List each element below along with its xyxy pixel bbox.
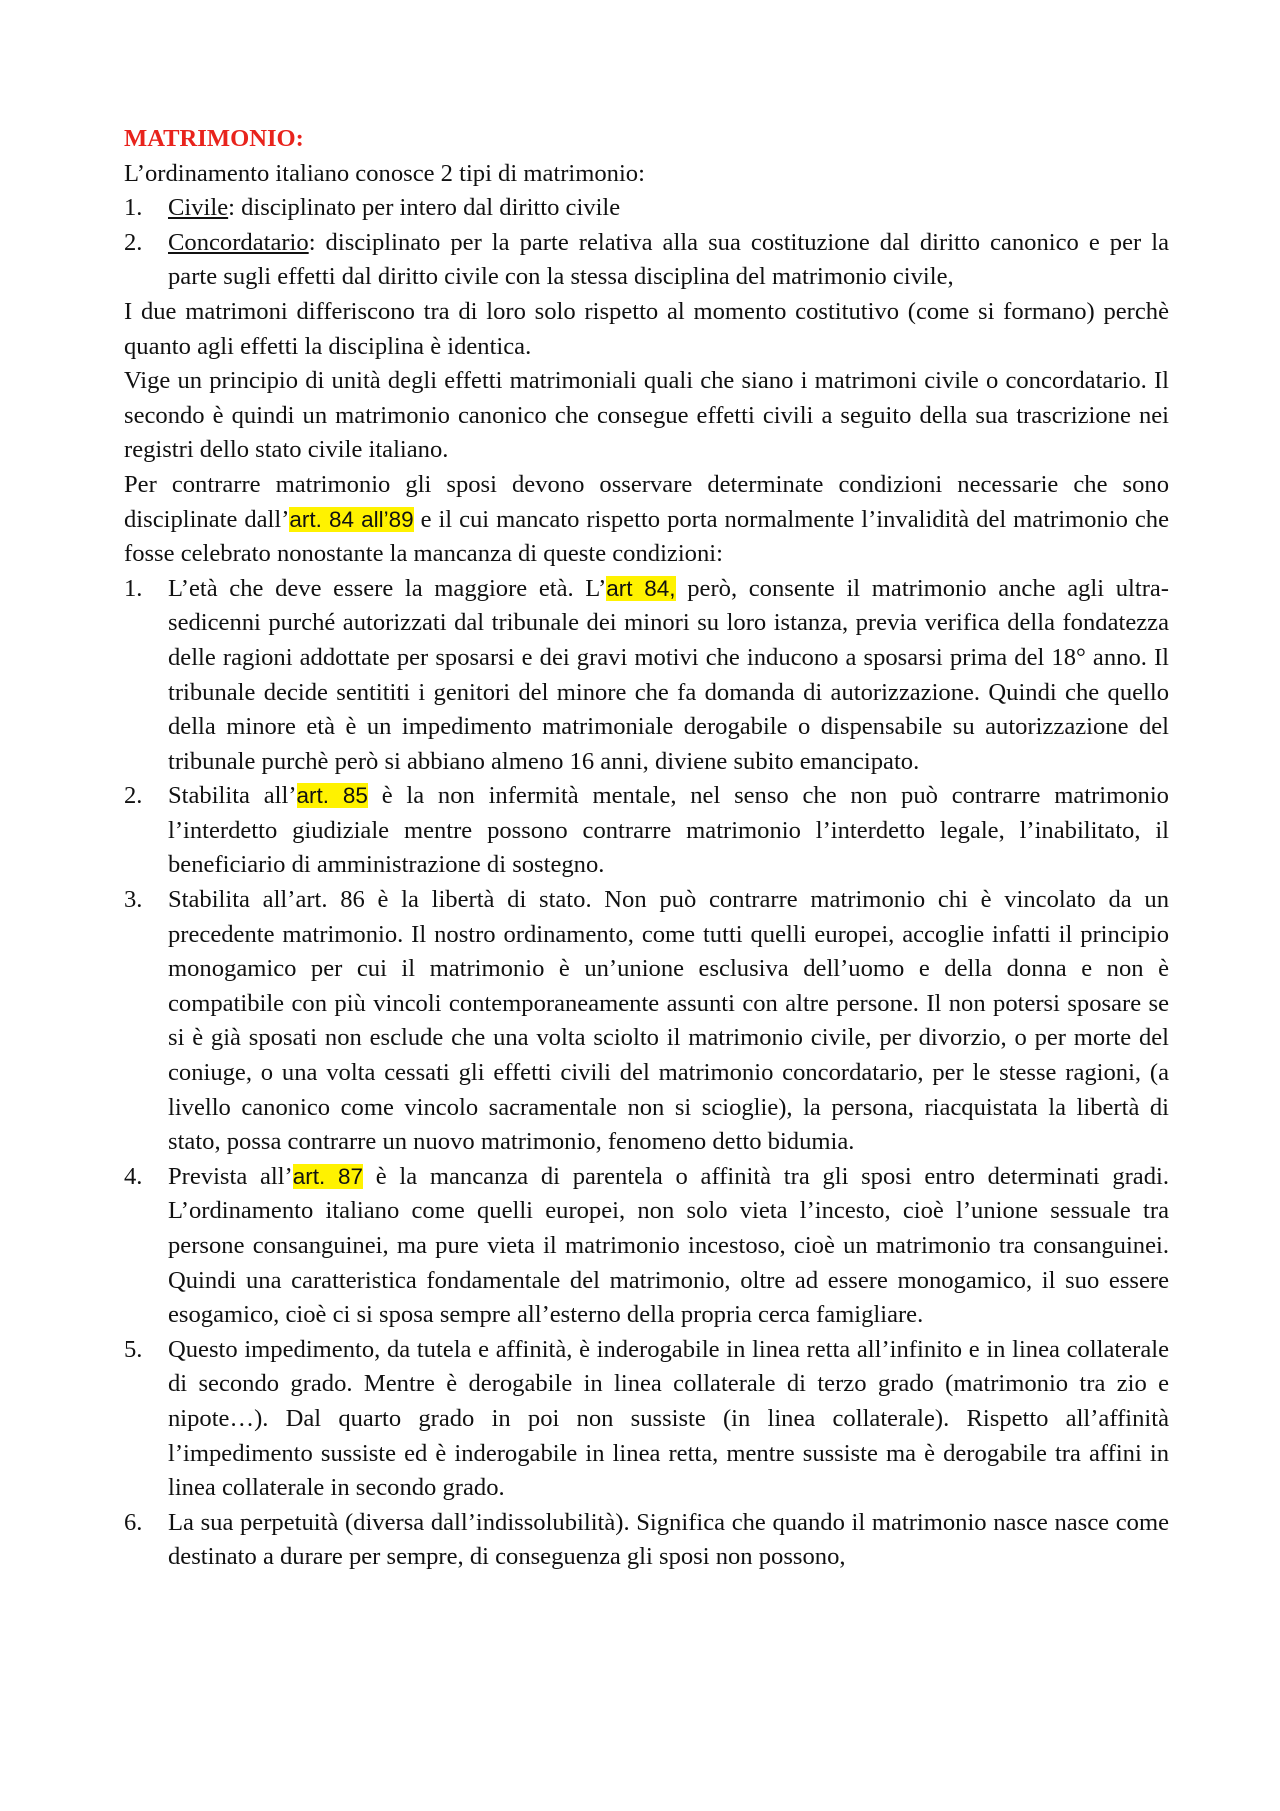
text-run: Stabilita all’art. 86 è la libertà di stato. Non può contrarre matrimonio chi è vincolato da un precedente matrimonio. Il nostro ordinamento, come tutti quelli europei, accoglie infatti il principio monogamico per cui il matrimonio è un’unione esclusiva dell’uomo e della donna e non è compatibile con più vincoli contemporaneamente assunti con altre persone. Il non potersi sposare se si è già sposati non esclude che una volta sciolto il matrimonio civile, per divorzio, o per morte del coniuge, o una volta cessati gli effetti civili del matrimonio concordatario, per le stesse ragioni, (a livello canonico come vincolo sacramentale non si scioglie), la persona, riacquistata la libertà di stato, possa contrarre un nuovo matrimonio, fenomeno detto bidumia.	[168, 886, 1169, 1156]
marriage-types-list	[124, 191, 1169, 295]
type-description: : disciplinato per la parte relativa alla sua costituzione dal diritto canonico e per la parte sugli effetti dal diritto civile con la stessa disciplina del matrimonio civile,	[168, 228, 1169, 291]
list-number: 3.	[124, 886, 143, 914]
document-page	[124, 122, 1169, 1575]
paragraph: I due matrimoni differiscono tra di loro solo rispetto al momento costitutivo (come si formano) perchè quanto agli effetti la disciplina è identica.	[124, 297, 1169, 360]
list-item	[124, 572, 1169, 780]
list-number: 4.	[124, 1162, 143, 1190]
highlighted-article-ref: art. 87	[292, 1163, 364, 1189]
text-run: Per contrarre matrimonio gli sposi devono osservare determinate condizioni necessarie che sono disciplinate dall’	[124, 470, 1169, 533]
text-run: è la non infermità mentale, nel senso che non può contrarre matrimonio l’interdetto giudiziale mentre possono contrarre matrimonio l’interdetto legale, l’inabilitato, il beneficiario di amministrazione di sostegno.	[168, 782, 1169, 879]
text-run: Prevista all’	[168, 1162, 293, 1190]
text-run: e il cui mancato rispetto porta normalmente l’invalidità del matrimonio che fosse celebrato nonostante la mancanza di queste condizioni:	[124, 505, 1169, 568]
document-title: MATRIMONIO:	[124, 125, 304, 152]
highlighted-article-ref: art. 85	[296, 783, 368, 809]
text-run: Questo impedimento, da tutela e affinità, è inderogabile in linea retta all’infinito e in linea collaterale di secondo grado. Mentre è derogabile in linea collaterale di terzo grado (matrimonio tra zio e nipote…). Dal quarto grado in poi non sussiste (in linea collaterale). Rispetto all’affinità l’impedimento sussiste ed è inderogabile in linea retta, mentre sussiste ma è derogabile tra affini in linea collaterale in secondo grado.	[168, 1335, 1169, 1502]
type-term: Civile	[168, 194, 229, 222]
type-term: Concordatario	[168, 228, 309, 256]
text-run: La sua perpetuità (diversa dall’indissolubilità). Significa che quando il matrimonio nasce nasce come destinato a durare per sempre, di conseguenza gli sposi non possono,	[168, 1508, 1169, 1571]
list-item	[124, 883, 1169, 1160]
text-run: è la mancanza di parentela o affinità tra gli sposi entro determinati gradi. L’ordinamento italiano come quelli europei, non solo vieta l’incesto, cioè l’unione sessuale tra persone consanguinei, ma pure vieta il matrimonio incestoso, cioè un matrimonio tra consanguinei. Quindi una caratteristica fondamentale del matrimonio, oltre ad essere monogamico, il suo essere esogamico, cioè ci si sposa sempre all’esterno della propria cerca famigliare.	[168, 1162, 1169, 1329]
highlighted-article-ref: art 84,	[606, 575, 676, 601]
type-description: : disciplinato per intero dal diritto civile	[228, 194, 621, 222]
conditions-list	[124, 572, 1169, 1575]
list-number: 5.	[124, 1335, 143, 1363]
paragraph: Vige un principio di unità degli effetti matrimoniali quali che siano i matrimoni civile o concordatario. Il secondo è quindi un matrimonio canonico che consegue effetti civili a seguito della sua trascrizione nei registri dello stato civile italiano.	[124, 367, 1169, 464]
list-number: 1.	[124, 194, 143, 222]
list-number: 6.	[124, 1508, 143, 1536]
intro-paragraph: L’ordinamento italiano conosce 2 tipi di matrimonio:	[124, 159, 645, 187]
list-item	[124, 1160, 1169, 1333]
highlighted-article-ref: art. 84 all’89	[289, 506, 414, 532]
list-number: 1.	[124, 574, 143, 602]
list-item	[124, 191, 1169, 226]
list-item	[124, 779, 1169, 883]
list-item	[124, 226, 1169, 295]
text-run: L’età che deve essere la maggiore età. L’	[168, 574, 607, 602]
list-number: 2.	[124, 228, 143, 256]
text-run: però, consente il matrimonio anche agli ultra-sedicenni purché autorizzati dal tribunale dei minori su loro istanza, previa verifica della fondatezza delle ragioni addottate per sposarsi e dei gravi motivi che inducono a sposarsi prima del 18° anno. Il tribunale decide sentititi i genitori del minore che fa domanda di autorizzazione. Quindi che quello della minore età è un impedimento matrimoniale derogabile o dispensabile su autorizzazione del tribunale purchè però si abbiano almeno 16 anni, diviene subito emancipato.	[168, 574, 1169, 775]
text-run: Stabilita all’	[168, 782, 297, 810]
paragraph	[124, 468, 1169, 572]
list-number: 2.	[124, 782, 143, 810]
list-item	[124, 1333, 1169, 1506]
list-item	[124, 1506, 1169, 1575]
